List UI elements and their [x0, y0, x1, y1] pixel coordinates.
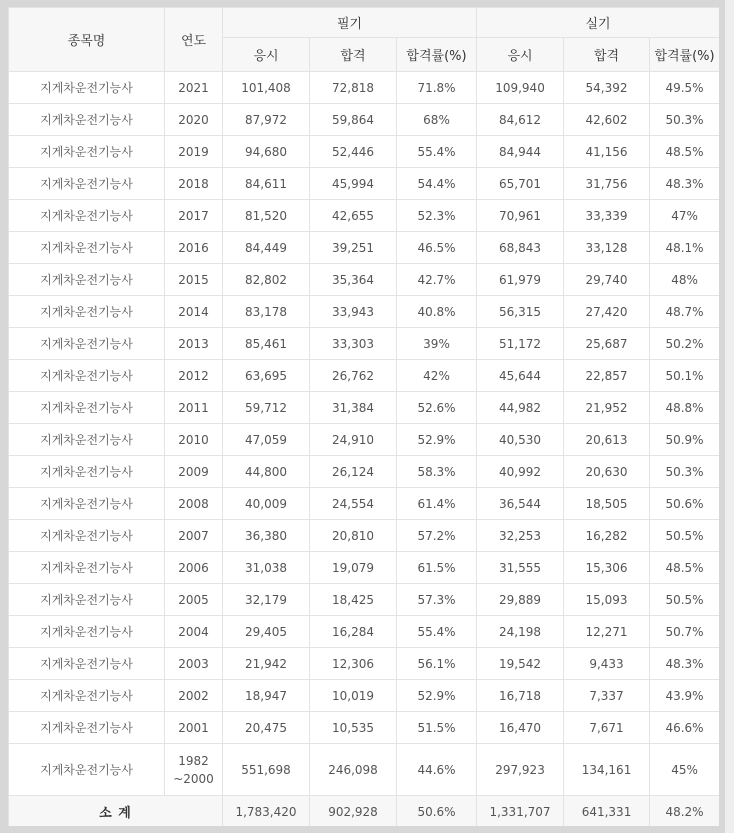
cell-name: 지게차운전기능사 — [9, 264, 165, 296]
cell-practical-passed: 21,952 — [564, 392, 650, 424]
cell-year: 2009 — [165, 456, 223, 488]
cell-practical-applicants: 68,843 — [477, 232, 564, 264]
cell-written-applicants: 29,405 — [223, 616, 310, 648]
header-written-passed: 합격 — [310, 38, 397, 72]
cell-year — [165, 744, 223, 796]
cell-practical-passed: 31,756 — [564, 168, 650, 200]
cell-written-rate: 52.9% — [397, 680, 477, 712]
cell-name: 지게차운전기능사 — [9, 488, 165, 520]
stats-table-container — [8, 7, 719, 826]
cell-year: 2001 — [165, 712, 223, 744]
cell-written-passed: 10,535 — [310, 712, 397, 744]
cell-practical-applicants: 24,198 — [477, 616, 564, 648]
cell-year: 2007 — [165, 520, 223, 552]
header-written-rate: 합격률(%) — [397, 38, 477, 72]
cell-year: 2002 — [165, 680, 223, 712]
cell-practical-passed: 9,433 — [564, 648, 650, 680]
cell-written-applicants: 94,680 — [223, 136, 310, 168]
cell-written-passed: 12,306 — [310, 648, 397, 680]
cell-written-passed: 19,079 — [310, 552, 397, 584]
cell-written-passed: 16,284 — [310, 616, 397, 648]
table-row — [9, 200, 720, 232]
cell-practical-applicants: 70,961 — [477, 200, 564, 232]
cell-written-rate: 54.4% — [397, 168, 477, 200]
cell-practical-rate: 48.5% — [650, 136, 719, 168]
cell-name: 지게차운전기능사 — [9, 392, 165, 424]
cell-practical-applicants: 40,530 — [477, 424, 564, 456]
total-written-passed: 902,928 — [310, 796, 397, 827]
cell-name: 지게차운전기능사 — [9, 168, 165, 200]
cell-year: 2016 — [165, 232, 223, 264]
cell-practical-applicants: 84,612 — [477, 104, 564, 136]
cell-written-rate: 52.6% — [397, 392, 477, 424]
cell-written-rate: 57.3% — [397, 584, 477, 616]
table-row — [9, 584, 720, 616]
cell-practical-rate: 45% — [650, 744, 719, 796]
cell-written-rate: 40.8% — [397, 296, 477, 328]
table-row — [9, 424, 720, 456]
cell-written-rate: 39% — [397, 328, 477, 360]
cell-year: 2014 — [165, 296, 223, 328]
cell-year: 2010 — [165, 424, 223, 456]
cell-name: 지게차운전기능사 — [9, 424, 165, 456]
cell-written-applicants: 551,698 — [223, 744, 310, 796]
cell-written-passed: 26,762 — [310, 360, 397, 392]
cell-written-applicants: 82,802 — [223, 264, 310, 296]
cell-practical-applicants: 40,992 — [477, 456, 564, 488]
table-row — [9, 264, 720, 296]
cell-practical-applicants: 56,315 — [477, 296, 564, 328]
cell-written-rate: 55.4% — [397, 136, 477, 168]
cell-practical-passed: 33,339 — [564, 200, 650, 232]
cell-year: 2011 — [165, 392, 223, 424]
cell-practical-rate: 50.3% — [650, 456, 719, 488]
cell-written-applicants: 59,712 — [223, 392, 310, 424]
cell-practical-passed: 33,128 — [564, 232, 650, 264]
cell-written-applicants: 32,179 — [223, 584, 310, 616]
cell-practical-rate: 50.7% — [650, 616, 719, 648]
page-scrollbar[interactable] — [725, 0, 734, 833]
cell-practical-passed: 15,306 — [564, 552, 650, 584]
cell-written-rate: 61.5% — [397, 552, 477, 584]
cell-written-passed: 72,818 — [310, 72, 397, 104]
cell-practical-passed: 7,337 — [564, 680, 650, 712]
header-written: 필기 — [223, 8, 477, 38]
cell-written-rate: 61.4% — [397, 488, 477, 520]
cell-name: 지게차운전기능사 — [9, 552, 165, 584]
cell-written-rate: 51.5% — [397, 712, 477, 744]
cell-practical-rate: 50.1% — [650, 360, 719, 392]
table-row — [9, 456, 720, 488]
table-row — [9, 360, 720, 392]
cell-written-applicants: 31,038 — [223, 552, 310, 584]
total-written-applicants: 1,783,420 — [223, 796, 310, 827]
total-practical-applicants: 1,331,707 — [477, 796, 564, 827]
cell-written-passed: 42,655 — [310, 200, 397, 232]
cell-written-rate: 55.4% — [397, 616, 477, 648]
cell-name: 지게차운전기능사 — [9, 104, 165, 136]
cell-practical-passed: 20,613 — [564, 424, 650, 456]
cell-written-passed: 24,910 — [310, 424, 397, 456]
cell-year: 2015 — [165, 264, 223, 296]
cell-practical-rate: 50.3% — [650, 104, 719, 136]
cell-year: 2018 — [165, 168, 223, 200]
cell-name: 지게차운전기능사 — [9, 136, 165, 168]
cell-practical-applicants: 65,701 — [477, 168, 564, 200]
cell-year: 2019 — [165, 136, 223, 168]
cell-year: 2008 — [165, 488, 223, 520]
cell-written-applicants: 87,972 — [223, 104, 310, 136]
cell-practical-passed: 27,420 — [564, 296, 650, 328]
cell-written-rate: 52.9% — [397, 424, 477, 456]
cell-year: 2006 — [165, 552, 223, 584]
cell-practical-passed: 42,602 — [564, 104, 650, 136]
cell-name: 지게차운전기능사 — [9, 232, 165, 264]
cell-name: 지게차운전기능사 — [9, 616, 165, 648]
cell-written-applicants: 44,800 — [223, 456, 310, 488]
cell-written-rate: 42.7% — [397, 264, 477, 296]
cell-year: 2003 — [165, 648, 223, 680]
cell-practical-rate: 50.2% — [650, 328, 719, 360]
cell-name: 지게차운전기능사 — [9, 360, 165, 392]
cell-written-passed: 31,384 — [310, 392, 397, 424]
cell-written-passed: 33,943 — [310, 296, 397, 328]
cell-written-passed: 24,554 — [310, 488, 397, 520]
cell-year: 2005 — [165, 584, 223, 616]
cell-practical-rate: 48.8% — [650, 392, 719, 424]
cell-practical-applicants: 29,889 — [477, 584, 564, 616]
cell-practical-rate: 50.9% — [650, 424, 719, 456]
cell-practical-applicants: 84,944 — [477, 136, 564, 168]
table-row — [9, 328, 720, 360]
cell-practical-rate: 47% — [650, 200, 719, 232]
cell-year: 2021 — [165, 72, 223, 104]
cell-practical-rate: 50.5% — [650, 520, 719, 552]
cell-practical-applicants: 32,253 — [477, 520, 564, 552]
cell-practical-applicants: 51,172 — [477, 328, 564, 360]
cell-practical-passed: 15,093 — [564, 584, 650, 616]
header-written-applicants: 응시 — [223, 38, 310, 72]
total-practical-rate: 48.2% — [650, 796, 719, 827]
cell-practical-passed: 16,282 — [564, 520, 650, 552]
total-written-rate: 50.6% — [397, 796, 477, 827]
cell-practical-applicants: 61,979 — [477, 264, 564, 296]
cell-written-applicants: 84,611 — [223, 168, 310, 200]
cell-practical-applicants: 19,542 — [477, 648, 564, 680]
cell-written-passed: 18,425 — [310, 584, 397, 616]
header-practical-applicants: 응시 — [477, 38, 564, 72]
cell-written-applicants: 21,942 — [223, 648, 310, 680]
cell-name: 지게차운전기능사 — [9, 744, 165, 796]
cell-name: 지게차운전기능사 — [9, 712, 165, 744]
header-practical-passed: 합격 — [564, 38, 650, 72]
table-row — [9, 680, 720, 712]
cell-practical-passed: 7,671 — [564, 712, 650, 744]
cell-written-passed: 35,364 — [310, 264, 397, 296]
cell-name: 지게차운전기능사 — [9, 296, 165, 328]
cell-practical-passed: 18,505 — [564, 488, 650, 520]
cell-practical-passed: 25,687 — [564, 328, 650, 360]
cell-written-passed: 20,810 — [310, 520, 397, 552]
table-row — [9, 72, 720, 104]
cell-written-applicants: 40,009 — [223, 488, 310, 520]
cell-name: 지게차운전기능사 — [9, 520, 165, 552]
cell-name: 지게차운전기능사 — [9, 648, 165, 680]
table-row — [9, 104, 720, 136]
cell-written-passed: 59,864 — [310, 104, 397, 136]
cell-written-applicants: 18,947 — [223, 680, 310, 712]
cell-written-rate: 42% — [397, 360, 477, 392]
cell-practical-rate: 48.3% — [650, 648, 719, 680]
header-year: 연도 — [165, 8, 223, 72]
table-row — [9, 648, 720, 680]
cell-written-passed: 246,098 — [310, 744, 397, 796]
cell-practical-applicants: 45,644 — [477, 360, 564, 392]
cell-practical-rate: 50.6% — [650, 488, 719, 520]
cell-written-rate: 71.8% — [397, 72, 477, 104]
cell-practical-passed: 20,630 — [564, 456, 650, 488]
table-row — [9, 136, 720, 168]
cell-practical-applicants: 109,940 — [477, 72, 564, 104]
cell-practical-rate: 50.5% — [650, 584, 719, 616]
cell-written-passed: 39,251 — [310, 232, 397, 264]
cell-practical-rate: 48.3% — [650, 168, 719, 200]
cell-written-passed: 26,124 — [310, 456, 397, 488]
cell-written-applicants: 101,408 — [223, 72, 310, 104]
cell-practical-passed: 54,392 — [564, 72, 650, 104]
cell-year: 2020 — [165, 104, 223, 136]
cell-written-passed: 45,994 — [310, 168, 397, 200]
table-row — [9, 296, 720, 328]
cell-practical-applicants: 31,555 — [477, 552, 564, 584]
cell-written-rate: 46.5% — [397, 232, 477, 264]
cell-practical-applicants: 16,470 — [477, 712, 564, 744]
table-body — [9, 72, 720, 796]
total-practical-passed: 641,331 — [564, 796, 650, 827]
total-label: 소 계 — [9, 796, 223, 827]
cell-written-applicants: 63,695 — [223, 360, 310, 392]
exam-stats-table — [8, 7, 719, 826]
cell-year-line1: 1982 — [178, 753, 209, 768]
table-row — [9, 616, 720, 648]
cell-name: 지게차운전기능사 — [9, 584, 165, 616]
table-row — [9, 712, 720, 744]
cell-practical-passed: 12,271 — [564, 616, 650, 648]
cell-written-applicants: 20,475 — [223, 712, 310, 744]
cell-written-passed: 52,446 — [310, 136, 397, 168]
cell-written-applicants: 81,520 — [223, 200, 310, 232]
cell-year-line2: ~2000 — [173, 771, 214, 786]
cell-name: 지게차운전기능사 — [9, 200, 165, 232]
cell-practical-rate: 48.1% — [650, 232, 719, 264]
cell-written-passed: 10,019 — [310, 680, 397, 712]
cell-written-applicants: 84,449 — [223, 232, 310, 264]
cell-written-rate: 68% — [397, 104, 477, 136]
cell-practical-rate: 46.6% — [650, 712, 719, 744]
cell-year: 2004 — [165, 616, 223, 648]
cell-practical-passed: 29,740 — [564, 264, 650, 296]
cell-written-applicants: 83,178 — [223, 296, 310, 328]
cell-year: 2012 — [165, 360, 223, 392]
cell-practical-passed: 41,156 — [564, 136, 650, 168]
cell-written-rate: 52.3% — [397, 200, 477, 232]
cell-written-passed: 33,303 — [310, 328, 397, 360]
cell-practical-rate: 49.5% — [650, 72, 719, 104]
cell-written-rate: 56.1% — [397, 648, 477, 680]
cell-name: 지게차운전기능사 — [9, 456, 165, 488]
cell-practical-applicants: 36,544 — [477, 488, 564, 520]
table-row — [9, 488, 720, 520]
table-row — [9, 744, 720, 796]
table-row — [9, 552, 720, 584]
cell-practical-rate: 48% — [650, 264, 719, 296]
cell-written-rate: 58.3% — [397, 456, 477, 488]
cell-practical-applicants: 16,718 — [477, 680, 564, 712]
header-name: 종목명 — [9, 8, 165, 72]
cell-name: 지게차운전기능사 — [9, 328, 165, 360]
header-practical: 실기 — [477, 8, 719, 38]
cell-practical-rate: 48.7% — [650, 296, 719, 328]
cell-year: 2017 — [165, 200, 223, 232]
cell-year: 2013 — [165, 328, 223, 360]
cell-name: 지게차운전기능사 — [9, 680, 165, 712]
total-row — [9, 796, 720, 827]
header-practical-rate: 합격률(%) — [650, 38, 719, 72]
table-row — [9, 392, 720, 424]
cell-written-applicants: 47,059 — [223, 424, 310, 456]
cell-practical-passed: 134,161 — [564, 744, 650, 796]
cell-written-rate: 44.6% — [397, 744, 477, 796]
cell-written-applicants: 85,461 — [223, 328, 310, 360]
cell-name: 지게차운전기능사 — [9, 72, 165, 104]
cell-practical-rate: 48.5% — [650, 552, 719, 584]
table-row — [9, 232, 720, 264]
table-row — [9, 520, 720, 552]
table-row — [9, 168, 720, 200]
cell-written-rate: 57.2% — [397, 520, 477, 552]
cell-practical-applicants: 44,982 — [477, 392, 564, 424]
cell-written-applicants: 36,380 — [223, 520, 310, 552]
cell-practical-passed: 22,857 — [564, 360, 650, 392]
cell-practical-rate: 43.9% — [650, 680, 719, 712]
cell-practical-applicants: 297,923 — [477, 744, 564, 796]
